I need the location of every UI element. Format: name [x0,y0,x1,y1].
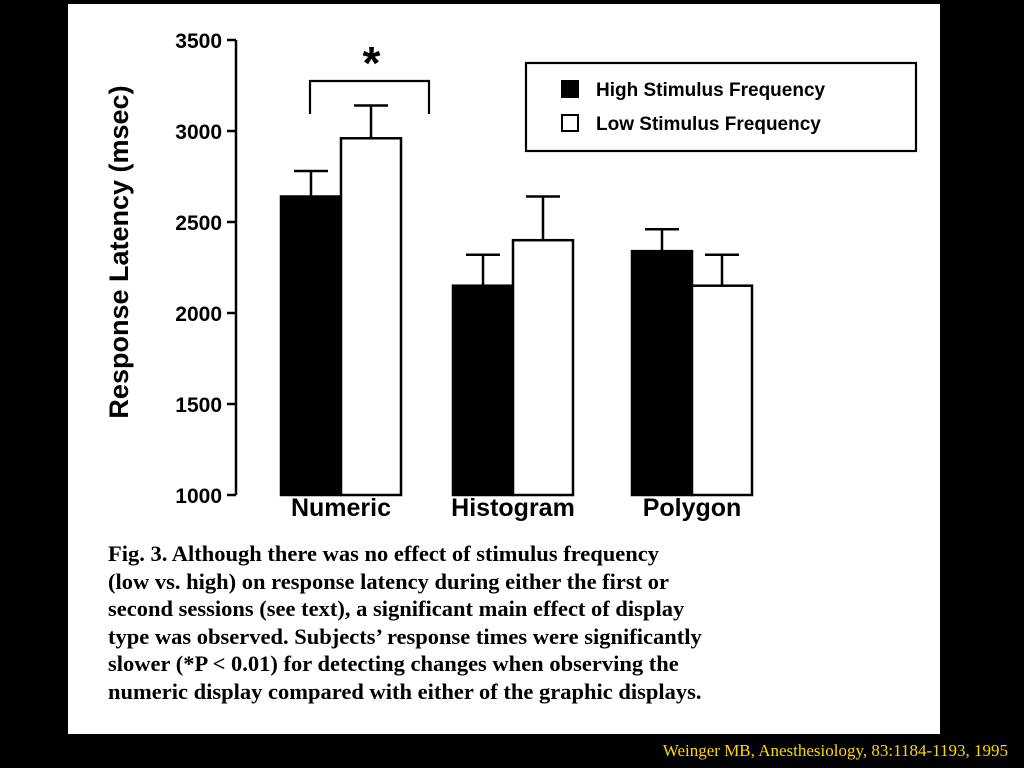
caption-line: Fig. 3. Although there was no effect of stimulus frequency [108,541,660,566]
significance-star: * [362,37,381,89]
caption-line: second sessions (see text), a significant main effect of display [108,596,685,621]
y-tick-label: 2000 [175,303,222,326]
x-category-label: Numeric [290,494,392,522]
legend-label: Low Stimulus Frequency [596,114,821,135]
caption-line: slower (*P < 0.01) for detecting changes when observing the [108,651,679,676]
caption-line: numeric display compared with either of the graphic displays. [108,678,702,704]
legend-box [526,63,916,151]
x-category-label: Histogram [451,494,575,522]
bar [692,286,752,495]
bar [453,286,513,495]
caption-line: type was observed. Subjects’ response times were significantly [108,623,702,649]
y-tick-label: 1500 [175,394,222,417]
bar [513,240,573,495]
bar [281,197,341,495]
x-category-label: Polygon [642,494,742,522]
bar-chart [68,4,940,544]
bar [341,138,401,495]
y-tick-label: 3000 [175,121,222,144]
bar [632,251,692,495]
y-axis-title: Response Latency (msec) [104,85,134,419]
legend-swatch [562,115,578,131]
figure-panel [68,4,940,734]
legend-label: High Stimulus Frequency [596,80,826,101]
y-tick-label: 2500 [175,212,222,235]
caption-line: (low vs. high) on response latency during either the first or [108,568,670,594]
figure-caption [108,540,918,705]
y-tick-label: 1000 [175,485,222,508]
legend-swatch [562,81,578,97]
y-tick-label: 3500 [175,30,222,53]
citation: Weinger MB, Anesthesiology, 83:1184-1193, 1995 [662,741,1008,760]
